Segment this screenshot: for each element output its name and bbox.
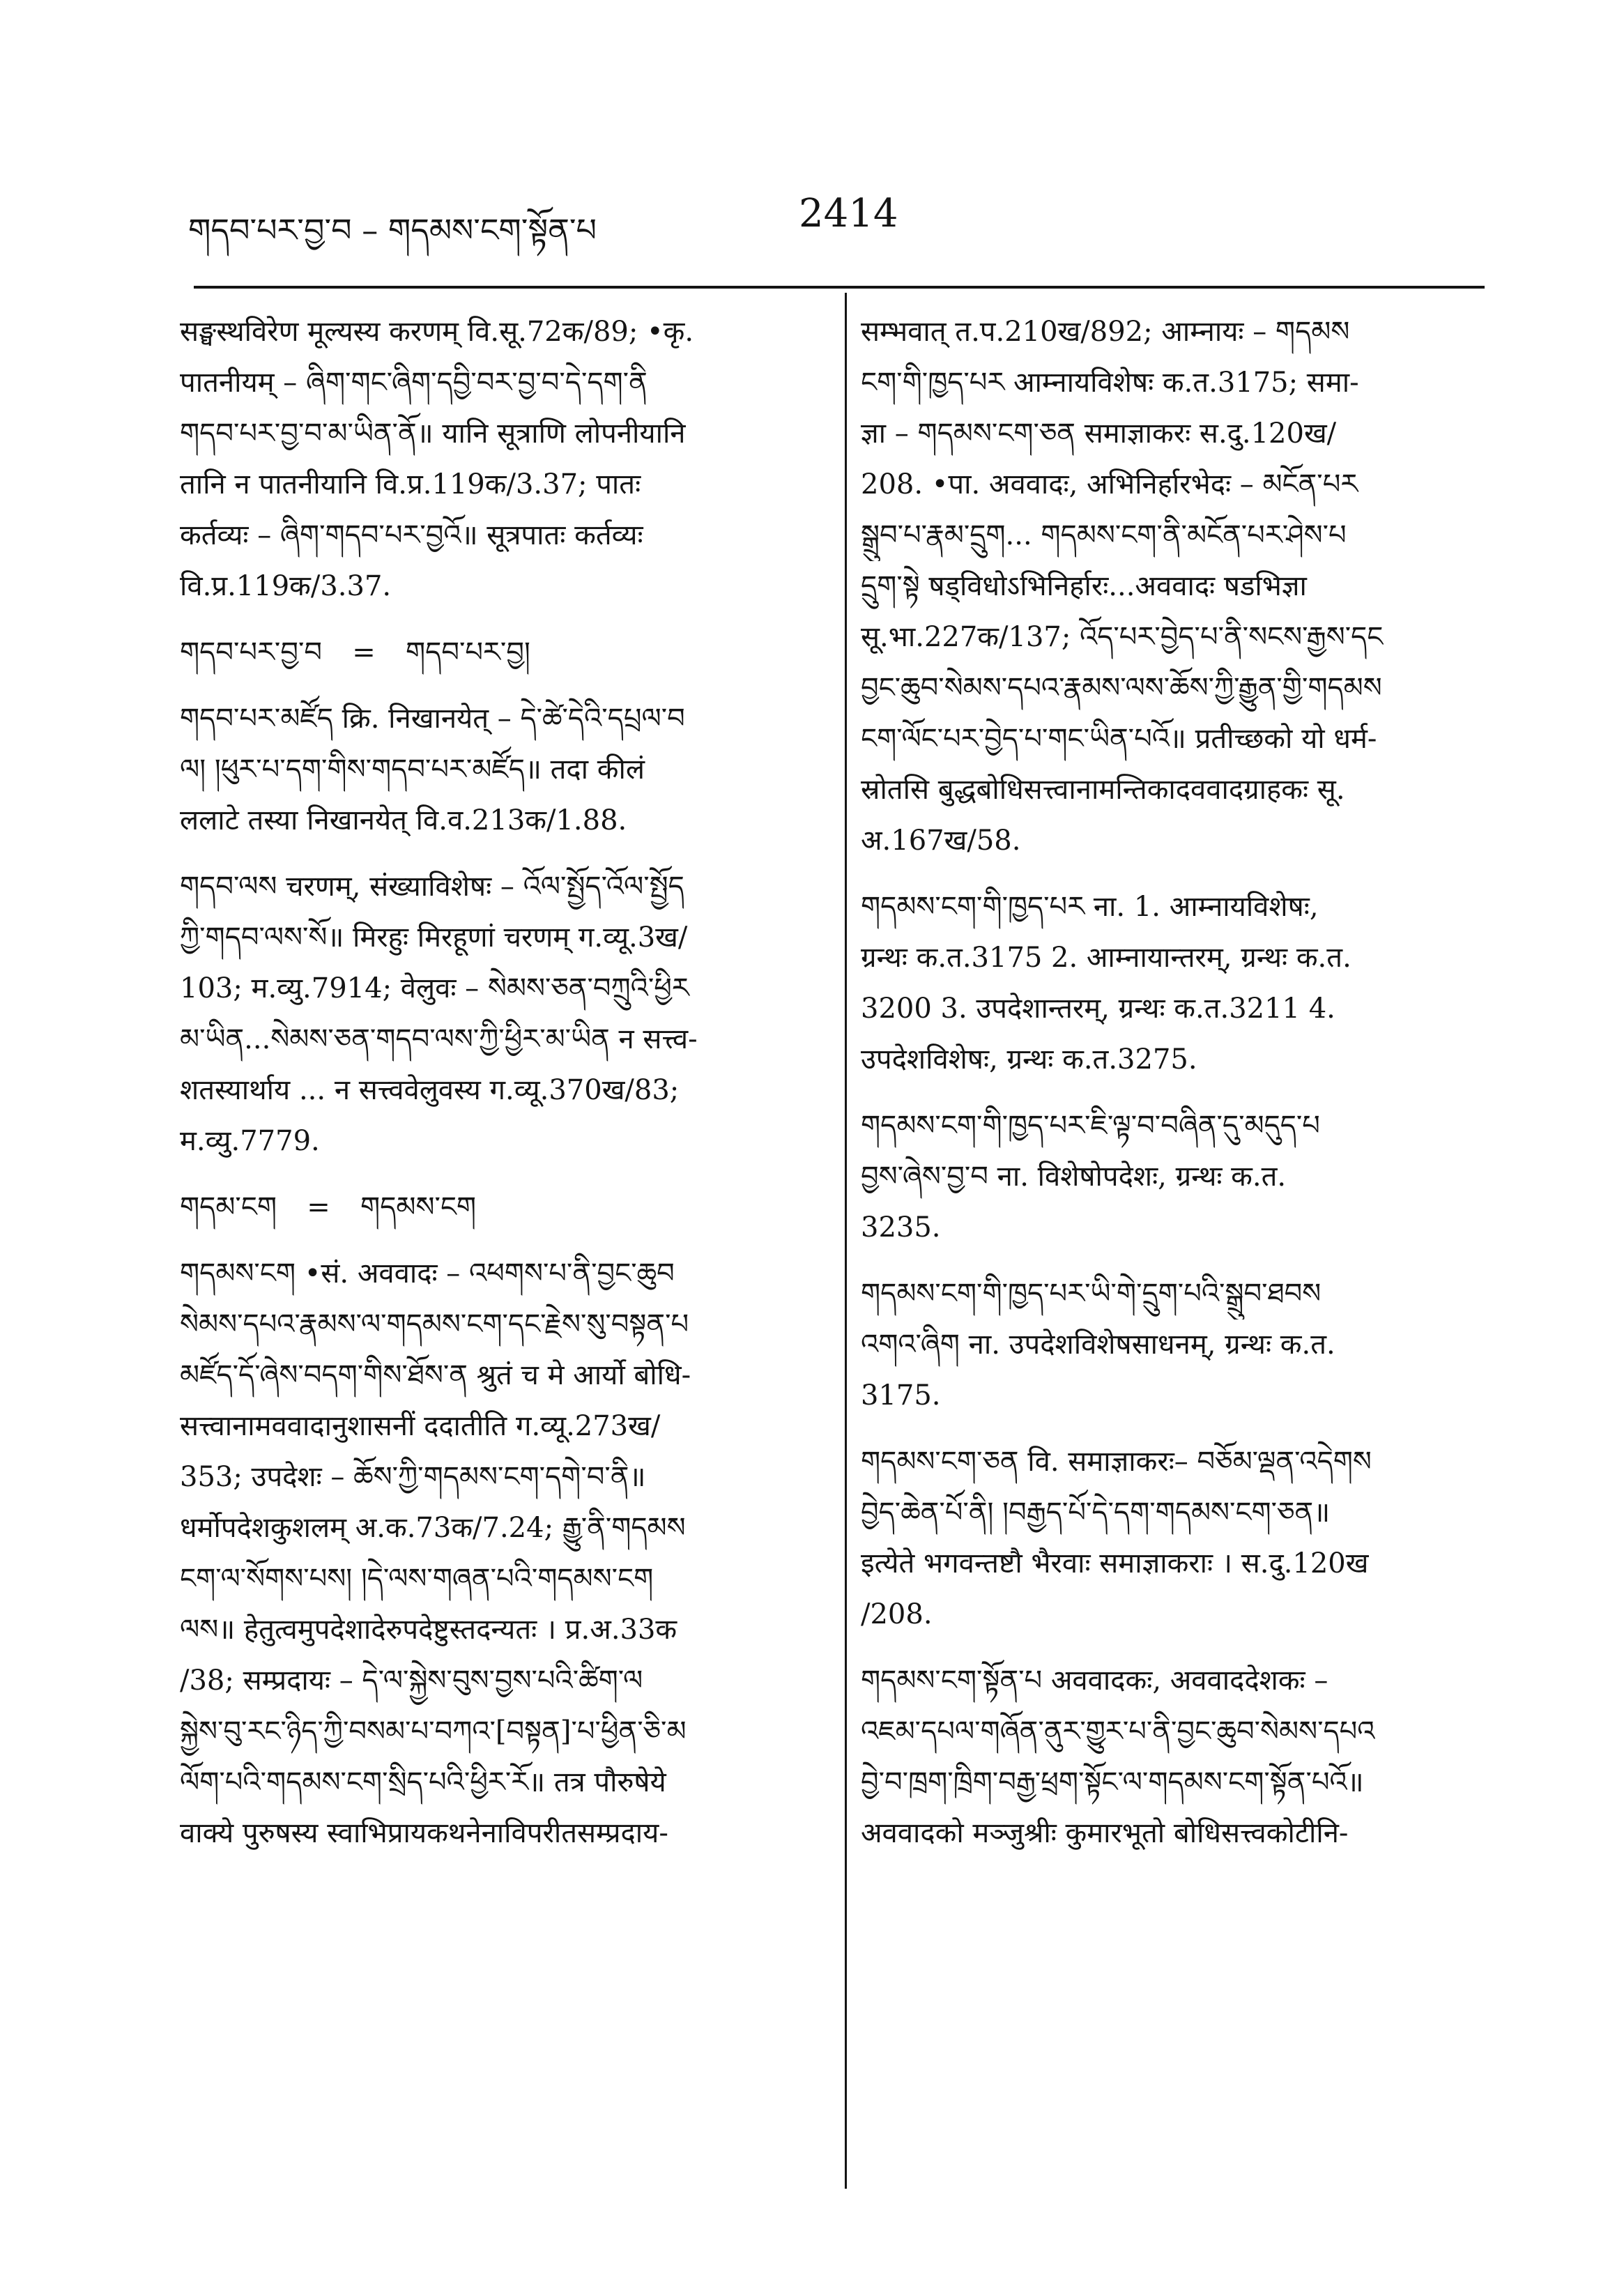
entry-line: སེམས་དཔའ་རྣམས་ལ་གདམས་ངག་དང་རྗེས་སུ་བསྟན་པ (180, 1308, 689, 1340)
entry-line: 3235. (861, 1211, 941, 1244)
entry-line: 103; म.व्यु.7914; वेलुवः – སེམས་ཅན་བཀྲུའི་ཕྱིར (180, 972, 689, 1004)
entry-line: གདབ་པར་བྱ་བ་མ་ཡིན་ནོ॥ यानि सूत्राणि लोपनीयानि (180, 418, 686, 450)
dictionary-entry (861, 1655, 1488, 1859)
entry-line: དྲུག་སྟེ षड्विधोऽभिनिर्हारः...अववादः षडभिज्ञा (861, 570, 1307, 602)
xref-equals: = (352, 636, 376, 668)
entry-line: སྐྱེས་བུ་རང་ཉིད་ཀྱི་བསམ་པ་བཀའ་[བསྟན]་པ་ཕྱིན་ཅི་མ (180, 1715, 687, 1747)
xref-headword: གདབ་པར་བྱ་བ (180, 636, 322, 668)
entry-line: གདམས་ངག •सं. अववादः – འཕགས་པ་ནི་བྱང་ཆུབ (180, 1257, 675, 1290)
column-divider (845, 293, 847, 2189)
dictionary-entry (180, 1182, 821, 1233)
entry-line: 208. •पा. अववादः, अभिनिर्हारभेदः – མངོན་པར (861, 468, 1358, 500)
entry-line: མ་ཡིན...སེམས་ཅན་གདབ་ལས་ཀྱི་ཕྱིར་མ་ཡིན न सत्त्व- (180, 1023, 698, 1055)
entry-line: कर्तव्यः – ཞིག་གདབ་པར་བྱའོ॥ सूत्रपातः कर्तव्यः (180, 519, 643, 551)
entry-line: ललाटे तस्या निखानयेत् वि.व.213क/1.88. (180, 804, 627, 836)
entry-line: सम्भवात् त.प.210ख/892; आम्नायः – གདམས (861, 316, 1350, 348)
entry-line: /38; सम्प्रदायः – དེ་ལ་སྐྱེས་བུས་བྱས་པའི་ཚིག་ལ (180, 1665, 643, 1697)
entry-line: तानि न पातनीयानि वि.प्र.119क/3.37; पातः (180, 468, 641, 500)
entry-line: འཇམ་དཔལ་གཞོན་ནུར་གྱུར་པ་ནི་བྱང་ཆུབ་སེམས་དཔའ (861, 1715, 1375, 1747)
page-number: 2414 (799, 191, 898, 236)
dictionary-entry (861, 1437, 1488, 1640)
dictionary-entry (861, 307, 1488, 866)
dictionary-entry (180, 627, 821, 678)
entry-line: ངག་གི་ཁྱད་པར आम्नायविशेषः क.त.3175; समा- (861, 367, 1359, 399)
entry-line: 3175. (861, 1379, 941, 1412)
entry-line: ངག་ལ་སོགས་པས། །དེ་ལས་གཞན་པའི་གདམས་ངག (180, 1563, 654, 1595)
entry-line: उपदेशविशेषः, ग्रन्थः क.त.3275. (861, 1043, 1197, 1076)
dictionary-entry (180, 862, 821, 1167)
header-rule (194, 286, 1485, 289)
entry-line: धर्मोपदेशकुशलम् अ.क.73क/7.24; རྒྱུ་ནི་གདམས (180, 1512, 686, 1544)
dictionary-entry (861, 1101, 1488, 1253)
entry-line: གདམས་ངག་གི་ཁྱད་པར་ཡི་གེ་དྲུག་པའི་སྒྲུབ་ཐབས (861, 1278, 1322, 1310)
entry-line: བྱེ་བ་ཁྲག་ཁྲིག་བརྒྱ་ཕྲག་སྟོང་ལ་གདམས་ངག་སྟོན་པའོ॥ (861, 1766, 1364, 1798)
dictionary-entry (180, 1248, 821, 1859)
xref-headword: གདམ་ངག (180, 1191, 277, 1223)
entry-line: इत्येते भगवन्तष्टौ भैरवाः समाज्ञाकराः । स.दु.120ख (861, 1547, 1369, 1580)
entry-line: ज्ञा – གདམས་ངག་ཅན समाज्ञाकरः स.दु.120ख/ (861, 418, 1337, 450)
entry-line: གདམས་ངག་ཅན वि. समाज्ञाकरः– བཅོམ་ལྡན་འདེགས (861, 1446, 1372, 1478)
entry-line: ཀྱི་གདབ་ལས་སོ॥ मिरहुः मिरहूणां चरणम् ग.व्यू.3ख/ (180, 921, 688, 954)
entry-line: अववादको मञ्जुश्रीः कुमारभूतो बोधिसत्त्वकोटीनि- (861, 1817, 1349, 1849)
entry-line: वि.प्र.119क/3.37. (180, 570, 392, 602)
xref-equals: = (307, 1191, 330, 1223)
entry-line: सू.भा.227क/137; འོད་པར་བྱེད་པ་ནི་སངས་རྒྱས་དང (861, 621, 1384, 653)
entry-line: शतस्यार्थाय ... न सत्त्ववेलुवस्य ग.व्यू.370ख/83; (180, 1074, 680, 1106)
dictionary-entry (180, 307, 821, 612)
entry-line: 3200 3. उपदेशान्तरम्, ग्रन्थः क.त.3211 4. (861, 993, 1335, 1025)
right-column (861, 307, 1488, 1874)
entry-line: पातनीयम् – ཞིག་གང་ཞིག་དབྱི་བར་བྱ་བ་དེ་དག་ནི (180, 367, 648, 399)
guide-words: གདབ་པར་བྱ་བ – གདམས་ངག་སྟོན་པ (188, 211, 597, 249)
entry-line: གདམས་ངག་གི་ཁྱད་པར ना. 1. आम्नायविशेषः, (861, 891, 1319, 923)
xref-target: གདབ་པར་བྱ། (406, 636, 530, 668)
entry-line: ངག་ལོང་པར་བྱེད་པ་གང་ཡིན་པའོ॥ प्रतीच्छको यो धर्म- (861, 723, 1377, 755)
entry-line: བྱས་ཞེས་བྱ་བ ना. विशेषोपदेशः, ग्रन्थः क.त. (861, 1161, 1287, 1193)
page-header (188, 188, 1499, 258)
xref-target: གདམས་ངག (360, 1191, 477, 1223)
dictionary-entry (180, 694, 821, 846)
entry-line: ग्रन्थः क.त.3175 2. आम्नायान्तरम्, ग्रन्थः क.त. (861, 942, 1351, 974)
entry-line: स्रोतसि बुद्धबोधिसत्त्वानामन्तिकादववादग्राहकः सू. (861, 774, 1345, 806)
entry-line: འགའ་ཞིག ना. उपदेशविशेषसाधनम्, ग्रन्थः क.त. (861, 1329, 1335, 1361)
entry-line: 353; उपदेशः – ཆོས་ཀྱི་གདམས་ངག་དགེ་བ་ནི॥ (180, 1461, 646, 1493)
entry-line: མཛོད་དོ་ཞེས་བདག་གིས་ཐོས་ན श्रुतं च मे आर्यो बोधि- (180, 1359, 691, 1391)
entry-line: ལ། །ཕུར་པ་དག་གིས་གདབ་པར་མཛོད॥ तदा कीलं (180, 754, 645, 786)
entry-line: सत्त्वानामववादानुशासनीं ददातीति ग.व्यू.273ख/ (180, 1410, 661, 1442)
left-column (180, 307, 821, 1874)
entry-line: གདབ་ལས चरणम्, संख्याविशेषः – འོལ་སྤྱོད་འོལ་སྤྱོད (180, 871, 684, 903)
entry-line: གདམས་ངག་སྟོན་པ अववादकः, अववाददेशकः – (861, 1665, 1328, 1697)
dictionary-entry (861, 882, 1488, 1085)
entry-line: अ.167ख/58. (861, 825, 1021, 857)
entry-line: བྱང་ཆུབ་སེམས་དཔའ་རྣམས་ལས་ཆོས་ཀྱི་རྒྱུན་གྱི་གདམས (861, 672, 1382, 704)
entry-line: བྱེད་ཆེན་པོ་ནི། །བརྒྱད་པོ་དེ་དག་གདམས་ངག་ཅན॥ (861, 1497, 1331, 1529)
dictionary-entry (861, 1269, 1488, 1421)
entry-line: सङ्घस्थविरेण मूल्यस्य करणम् वि.सू.72क/89; •कृ. (180, 316, 694, 348)
entry-line: ལས॥ हेतुत्वमुपदेशादेरुपदेष्टुस्तदन्यतः । प्र.अ.33क (180, 1614, 677, 1646)
entry-line: ལོག་པའི་གདམས་ངག་སྲིད་པའི་ཕྱིར་རོ॥ तत्र पौरुषेये (180, 1766, 666, 1798)
entry-line: སྒྲུབ་པ་རྣམ་དྲུག... གདམས་ངག་ནི་མངོན་པར་ཤེས་པ (861, 519, 1347, 551)
entry-line: གདམས་ངག་གི་ཁྱད་པར་ཇི་ལྟ་བ་བཞིན་དུ་མདུད་པ (861, 1110, 1320, 1142)
entry-line: གདབ་པར་མཛོད क्रि. निखानयेत् – དེ་ཚེ་དེའི་དཔྲལ་བ (180, 703, 685, 735)
entry-line: वाक्ये पुरुषस्य स्वाभिप्रायकथनेनाविपरीतसम्प्रदाय- (180, 1817, 668, 1849)
entry-line: म.व्यु.7779. (180, 1125, 320, 1157)
entry-line: /208. (861, 1598, 933, 1630)
